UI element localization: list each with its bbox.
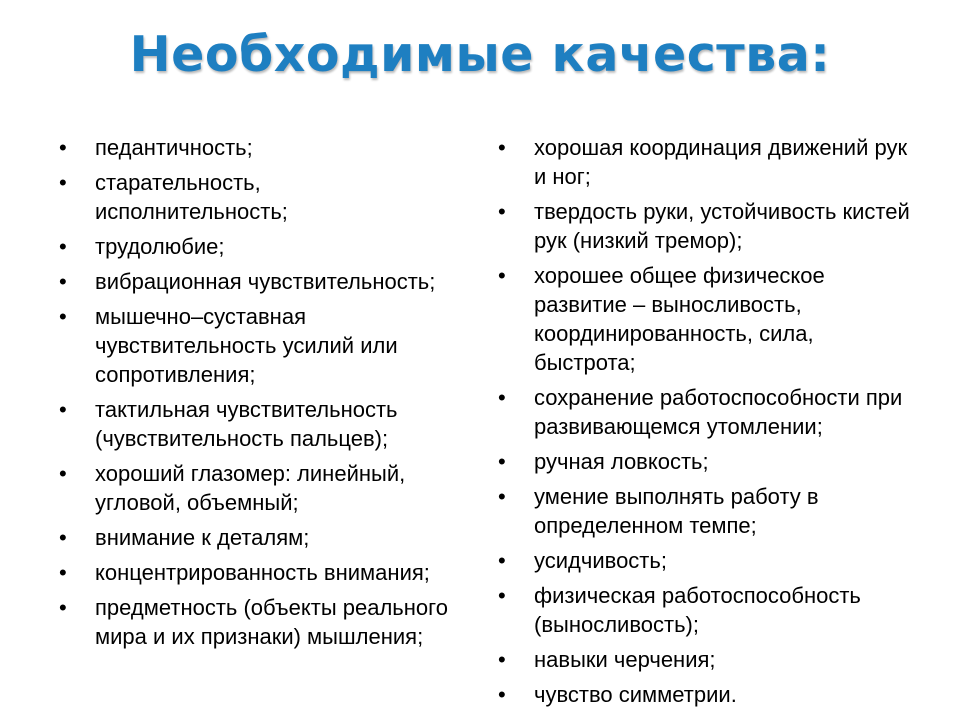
list-item: • вибрационная чувствительность; xyxy=(95,267,455,296)
left-qualities-list xyxy=(95,133,455,657)
list-item: • усидчивость; xyxy=(534,546,914,575)
list-item: • твердость руки, устойчивость кистей рук (низкий тремор); xyxy=(534,197,914,255)
list-item: • мышечно–суставная чувствительность усилий или сопротивления; xyxy=(95,302,455,389)
list-item: • чувство симметрии. xyxy=(534,680,914,709)
list-item: • старательность, исполнительность; xyxy=(95,168,455,226)
list-item: • хороший глазомер: линейный, угловой, объемный; xyxy=(95,459,455,517)
list-item: • навыки черчения; xyxy=(534,645,914,674)
slide-title: Необходимые качества: xyxy=(129,26,831,83)
list-item: • сохранение работоспособности при развивающемся утомлении; xyxy=(534,383,914,441)
list-item: • хорошее общее физическое развитие – выносливость, координированность, сила, быстрота; xyxy=(534,261,914,377)
list-item: • умение выполнять работу в определенном темпе; xyxy=(534,482,914,540)
right-qualities-list xyxy=(534,133,914,715)
list-item: • педантичность; xyxy=(95,133,455,162)
list-item: • тактильная чувствительность (чувствительность пальцев); xyxy=(95,395,455,453)
list-item: • ручная ловкость; xyxy=(534,447,914,476)
list-item: • концентрированность внимания; xyxy=(95,558,455,587)
list-item: • физическая работоспособность (выносливость); xyxy=(534,581,914,639)
list-item: • предметность (объекты реального мира и их признаки) мышления; xyxy=(95,593,455,651)
list-item: • внимание к деталям; xyxy=(95,523,455,552)
list-item: • хорошая координация движений рук и ног; xyxy=(534,133,914,191)
list-item: • трудолюбие; xyxy=(95,232,455,261)
